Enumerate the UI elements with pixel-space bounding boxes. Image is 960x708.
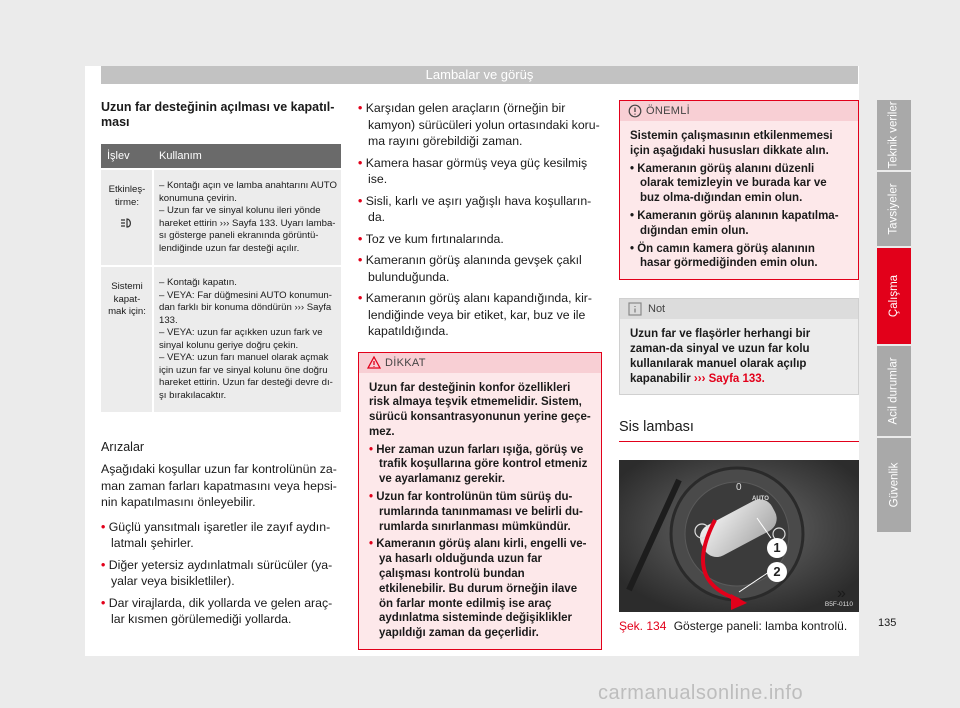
important-intro: Sistemin çalışmasının etkilenmemesi için aşağıdaki hususları dikkate alın. (630, 130, 833, 157)
important-title: ÖNEMLİ (646, 105, 690, 117)
continue-arrow-icon: » (837, 585, 846, 602)
tab-calisma[interactable]: Çalışma (877, 248, 911, 344)
list-item: • Toz ve kum fırtınalarında. (358, 231, 504, 246)
warning-triangle-icon (367, 356, 381, 370)
row-line: – Uzun far ve sinyal kolunu ileri yönde hareket ettirin ››› Sayfa 133. Uyarı lamba-sı gösterge paneli ekranında görüntü-lendiğinde uzun far desteği açılır. (159, 205, 336, 254)
row-line: – Kontağı açın ve lamba anahtarını AUTO konumuna çevirin. (159, 180, 337, 204)
list-item: • Kameranın görüş alanı kapandığında, kir-lendiğinde veya bir etiket, kar, buz ve ile kapatıldığında. (358, 291, 592, 338)
note-text: Uzun far ve flaşörler herhangi bir zaman-da sinyal ve uzun far kolu kullanılarak manuel olarak açılıp kapanabilir (630, 328, 811, 385)
page-header: Lambalar ve görüş (101, 66, 858, 84)
callout-arrows (619, 460, 859, 612)
table-header-usage: Kullanım (153, 144, 341, 169)
important-box (619, 100, 859, 280)
row-label: Etkinleş-tirme: (108, 184, 146, 208)
caution-title: DİKKAT (385, 356, 426, 369)
callout-2: 2 (767, 562, 787, 582)
section-title: Sis lambası (619, 419, 859, 442)
column-1 (101, 100, 341, 633)
list-item: • Kameranın görüş alanında gevşek çakıl bulunduğunda. (358, 253, 582, 284)
list-item: • Dar virajlarda, dik yollarda ve gelen araç-lar kısmen görülemediği yollarda. (101, 595, 333, 626)
watermark: carmanualsonline.info (598, 682, 804, 704)
info-icon (628, 302, 642, 316)
list-item: • Diğer yetersiz aydınlatmalı sürücüler (ya-yalar veya bisikletliler). (101, 557, 333, 588)
list-item: • Kamera hasar görmüş veya güç kesilmiş ise. (358, 155, 588, 186)
column-3 (619, 100, 859, 633)
caption-text: Gösterge paneli: lamba kontrolü. (673, 619, 848, 634)
figure-caption (619, 619, 859, 633)
chapter-tabs (877, 100, 911, 534)
row-line: – VEYA: Far düğmesini AUTO konumun-dan farklı bir konuma döndürün ››› Sayfa 133. (159, 289, 332, 326)
row-line: – VEYA: uzun far açıkken uzun fark ve sinyal kolunu geriye doğru çekin. (159, 327, 323, 351)
faults-list (101, 519, 341, 628)
subheading-faults: Arızalar (101, 440, 145, 454)
table-header-function: İşlev (101, 144, 153, 169)
switch-label-zero: 0 (736, 482, 742, 494)
table-row (101, 169, 341, 266)
conditions-list (358, 100, 602, 340)
page-number: 135 (878, 617, 897, 629)
figure-label: Şek. 134 (619, 619, 667, 634)
tab-acil-durumlar[interactable]: Acil durumlar (877, 346, 911, 436)
figure-code: B5F-0110 (824, 601, 853, 609)
list-item: • Her zaman uzun farları ışığa, görüş ve trafik koşullarına göre kontrol etmeniz ve ayarlamanız gerekir. (369, 443, 588, 486)
note-title: Not (648, 303, 666, 316)
row-line: – Kontağı kapatın. (159, 277, 237, 288)
high-beam-assist-icon (106, 217, 148, 234)
list-item: • Kameranın görüş alanının kapatılma-dığından emin olun. (630, 209, 839, 237)
exclamation-circle-icon (628, 104, 642, 118)
list-item: • Uzun far kontrolünün tüm sürüş du-rumlarında tanınmaması ve belirli du-rumlarda sınırlanması mümkündür. (369, 491, 583, 533)
tab-teknik-veriler[interactable]: Teknik veriler (877, 100, 911, 170)
faults-intro: Aşağıdaki koşullar uzun far kontrolünün za-man zaman farları kapatmasını veya hepsi-nin kapatılmasını önleyebilir. (101, 462, 337, 509)
list-item: • Kameranın görüş alanı kirli, engelli ve-ya hasarlı olduğunda uzun far çalışması kontrolü bundan etkilenebilir. Bu durum örneğin ilave ön farlar monte edilmiş ise araç aydınlatma sisteminde değişiklikler yapıldığı zaman da geçerlidir. (369, 538, 587, 640)
list-item: • Kameranın görüş alanını düzenli olarak temizleyin ve burada kar ve buz olma-dığından emin olun. (630, 162, 827, 205)
list-item: • Karşıdan gelen araçların (örneğin bir kamyon) sürücüleri yolun ortasındaki koru-ma rayını görebildiği zaman. (358, 101, 600, 148)
caution-intro: Uzun far desteğinin konfor özellikleri risk almaya teşvik etmemelidir. Sistem, sürücü konsantrasyonunun yerine geçe-mez. (369, 381, 591, 438)
caution-box (358, 352, 602, 651)
column-2 (358, 100, 602, 650)
list-item: • Sisli, karlı ve aşırı yağışlı hava koşulların-da. (358, 193, 592, 224)
table-row (101, 266, 341, 412)
row-line: – VEYA: uzun farı manuel olarak açmak için uzun far ve sinyal kolunu öne doğru hareket ettirin. Uzun far desteği devre dı-şı bırakılacaktır. (159, 352, 333, 401)
function-table (101, 144, 341, 412)
switch-label-auto: AUTO (752, 496, 769, 503)
callout-1: 1 (767, 538, 787, 558)
list-item: • Güçlü yansıtmalı işaretler ile zayıf aydın-latmalı şehirler. (101, 519, 331, 550)
lamp-control-figure (619, 460, 859, 612)
section-heading: Uzun far desteğinin açılması ve kapatıl-ması (101, 100, 335, 129)
list-item: • Ön camın kamera görüş alanının hasar görmediğinden emin olun. (630, 242, 818, 270)
row-label: Sistemi kapat-mak için: (101, 266, 153, 412)
page-reference-link[interactable]: ››› Sayfa 133. (693, 372, 765, 385)
tab-guvenlik[interactable]: Güvenlik (877, 438, 911, 532)
note-box (619, 298, 859, 395)
tab-tavsiyeler[interactable]: Tavsiyeler (877, 172, 911, 246)
